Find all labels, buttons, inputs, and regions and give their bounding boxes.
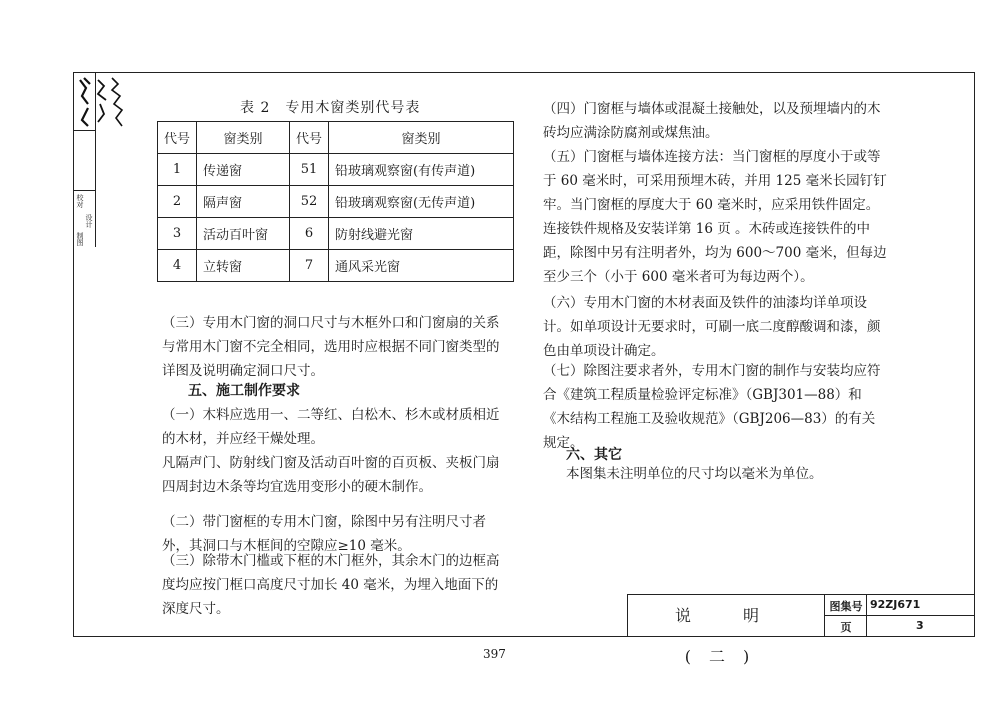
- table-cell: 2: [158, 186, 197, 218]
- paragraph-hardwood: 凡隔声门、防射线门窗及活动百叶窗的百页板、夹板门扇四周封边木条等均宜选用变形小的硬木制作。: [162, 455, 500, 495]
- table-title: 表 2 专用木窗类别代号表: [240, 100, 421, 116]
- table-header-row: [158, 122, 514, 154]
- paragraph-gap: （二）带门窗框的专用木门窗，除图中另有注明尺寸者外，其洞口与木框间的空隙应≥10 毫米。: [162, 514, 486, 554]
- table-header: 窗类别: [197, 122, 290, 154]
- window-type-table: [157, 121, 514, 282]
- drawing-title: 说 明 (二): [628, 595, 825, 636]
- title-block: [627, 594, 974, 666]
- strip-role-draw: 制图: [76, 232, 84, 246]
- handwritten-signatures: [76, 74, 132, 134]
- paragraph-frame-height: （三）除带木门槛或下框的木门框外，其余木门的边框高度均应按门框口高度尺寸加长 40 毫米，为埋入地面下的深度尺寸。: [162, 553, 500, 617]
- table-cell: 7: [290, 250, 329, 282]
- table-cell: 铅玻璃观察窗(无传声道): [329, 186, 514, 218]
- paragraph-paint: （六）专用木门窗的木材表面及铁件的油漆均详单项设计。如单项设计无要求时，可刷一底二度醇酸调和漆，颜色由单项设计确定。: [543, 295, 881, 359]
- section-heading-other: 六、其它: [566, 447, 622, 463]
- paragraph-preservative: （四）门窗框与墙体或混凝土接触处，以及预埋墙内的木砖均应满涂防腐剂或煤焦油。: [543, 101, 881, 141]
- page-label: 页: [840, 621, 852, 634]
- table-cell: 51: [290, 154, 329, 186]
- paragraph-connection: （五）门窗框与墙体连接方法：当门窗框的厚度小于或等于 60 毫米时，可采用预埋木砖，并用 125 毫米长园钉钉牢。当门窗框的厚度大于 60 毫米时，应采用铁件固定。连接铁件规格及安装详第 16 页 。木砖或连接铁件的中距，除图中另有注明者外，均为 600～700 毫米，但每边至少三个（小于 600 毫米者可为每边两个）。: [543, 149, 887, 285]
- table-cell: 立转窗: [197, 250, 290, 282]
- table-cell: 3: [158, 218, 197, 250]
- table-cell: 1: [158, 154, 197, 186]
- table-row: [158, 154, 514, 186]
- table-header: 代号: [290, 122, 329, 154]
- section-heading-construction: 五、施工制作要求: [188, 383, 300, 399]
- title-block-divider: [866, 595, 867, 636]
- paragraph-size-relation: （三）专用木门窗的洞口尺寸与木框外口和门窗扇的关系与常用木门窗不完全相同，选用时应根据不同门窗类型的详图及说明确定洞口尺寸。: [162, 315, 500, 379]
- paragraph-timber: （一）木料应选用一、二等红、白松木、杉木或材质相近的木材，并应经干燥处理。: [162, 407, 500, 447]
- table-cell: 活动百叶窗: [197, 218, 290, 250]
- table-cell: 防射线避光窗: [329, 218, 514, 250]
- table-cell: 通风采光窗: [329, 250, 514, 282]
- table-row: [158, 186, 514, 218]
- table-cell: 52: [290, 186, 329, 218]
- strip-role-design: 设计: [85, 214, 93, 228]
- paragraph-units: 本图集未注明单位的尺寸均以毫米为单位。: [566, 466, 823, 482]
- table-cell: 4: [158, 250, 197, 282]
- table-header: 窗类别: [329, 122, 514, 154]
- atlas-number-label: 图集号: [829, 600, 863, 613]
- title-block-divider: [824, 615, 974, 616]
- strip-role-proof: 校对: [76, 194, 84, 208]
- table-row: [158, 250, 514, 282]
- page-number: 397: [483, 647, 506, 661]
- strip-divider: [73, 190, 95, 191]
- table-cell: 隔声窗: [197, 186, 290, 218]
- table-header: 代号: [158, 122, 197, 154]
- atlas-number-value: 92ZJ671: [870, 598, 921, 611]
- table-row: [158, 218, 514, 250]
- table-cell: 传递窗: [197, 154, 290, 186]
- table-cell: 6: [290, 218, 329, 250]
- paragraph-standards: （七）除图注要求者外，专用木门窗的制作与安装均应符合《建筑工程质量检验评定标准》（GBJ301—88）和《木结构工程施工及验收规范》（GBJ206—83）的有关规定。: [543, 363, 881, 451]
- page-value: 3: [916, 619, 924, 632]
- table-cell: 铅玻璃观察窗(有传声道): [329, 154, 514, 186]
